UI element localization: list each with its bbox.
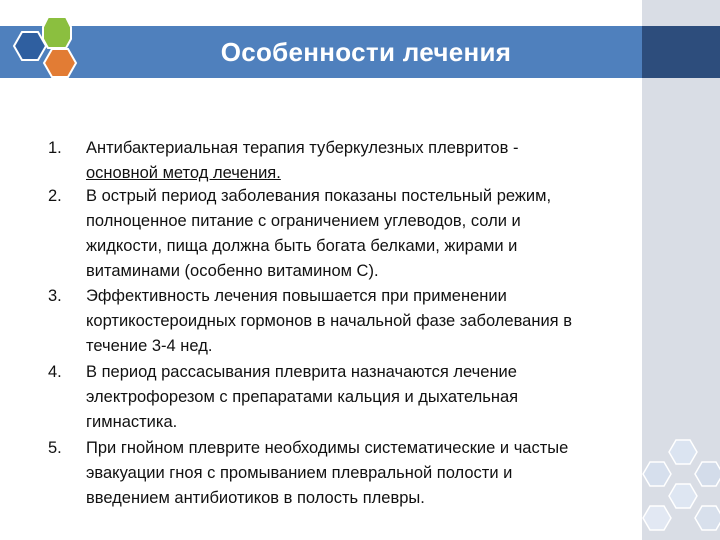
text-line: течение 3-4 нед. [86, 337, 213, 355]
hexagon-logo-icon [0, 0, 90, 90]
blue-hexagon-icon [14, 32, 46, 60]
list-item-text [86, 284, 686, 359]
list-item-number: 5. [48, 439, 62, 457]
text-line: жидкости, пища должна быть богата белками, жирами и [86, 237, 518, 255]
list-item-number: 4. [48, 363, 62, 381]
text-line: гимнастика. [86, 413, 178, 431]
page-title: Особенности лечения [220, 37, 512, 67]
list-item-text [86, 360, 686, 435]
text-line: полноценное питание с ограничением углеводов, соли и [86, 212, 521, 230]
list-item-number: 1. [48, 139, 62, 157]
text-line: В острый период заболевания показаны постельный режим, [86, 187, 552, 205]
orange-hexagon-icon [44, 49, 76, 77]
text-line: витаминами (особенно витамином С). [86, 262, 379, 280]
text-line: Эффективность лечения повышается при применении [86, 287, 507, 305]
list-item-text [86, 436, 686, 511]
title-bar-accent [642, 26, 720, 78]
text-line: введением антибиотиков в полость плевры. [86, 489, 425, 507]
list-item-number: 3. [48, 287, 62, 305]
text-line: Антибактериальная терапия туберкулезных плевритов - [86, 139, 519, 157]
list-item-number: 2. [48, 187, 62, 205]
text-line: эвакуации гноя с промыванием плевральной полости и [86, 464, 513, 482]
text-line: электрофорезом с препаратами кальция и дыхательная [86, 388, 519, 406]
text-line-underlined: основной метод лечения. [86, 164, 281, 182]
text-line: В период рассасывания плеврита назначаются лечение [86, 363, 517, 381]
list-item-text [86, 136, 686, 186]
text-line: кортикостероидных гормонов в начальной фазе заболевания в [86, 312, 572, 330]
text-line: При гнойном плеврите необходимы систематические и частые [86, 439, 569, 457]
list-item-text [86, 184, 686, 284]
green-hexagon-icon [43, 17, 71, 48]
